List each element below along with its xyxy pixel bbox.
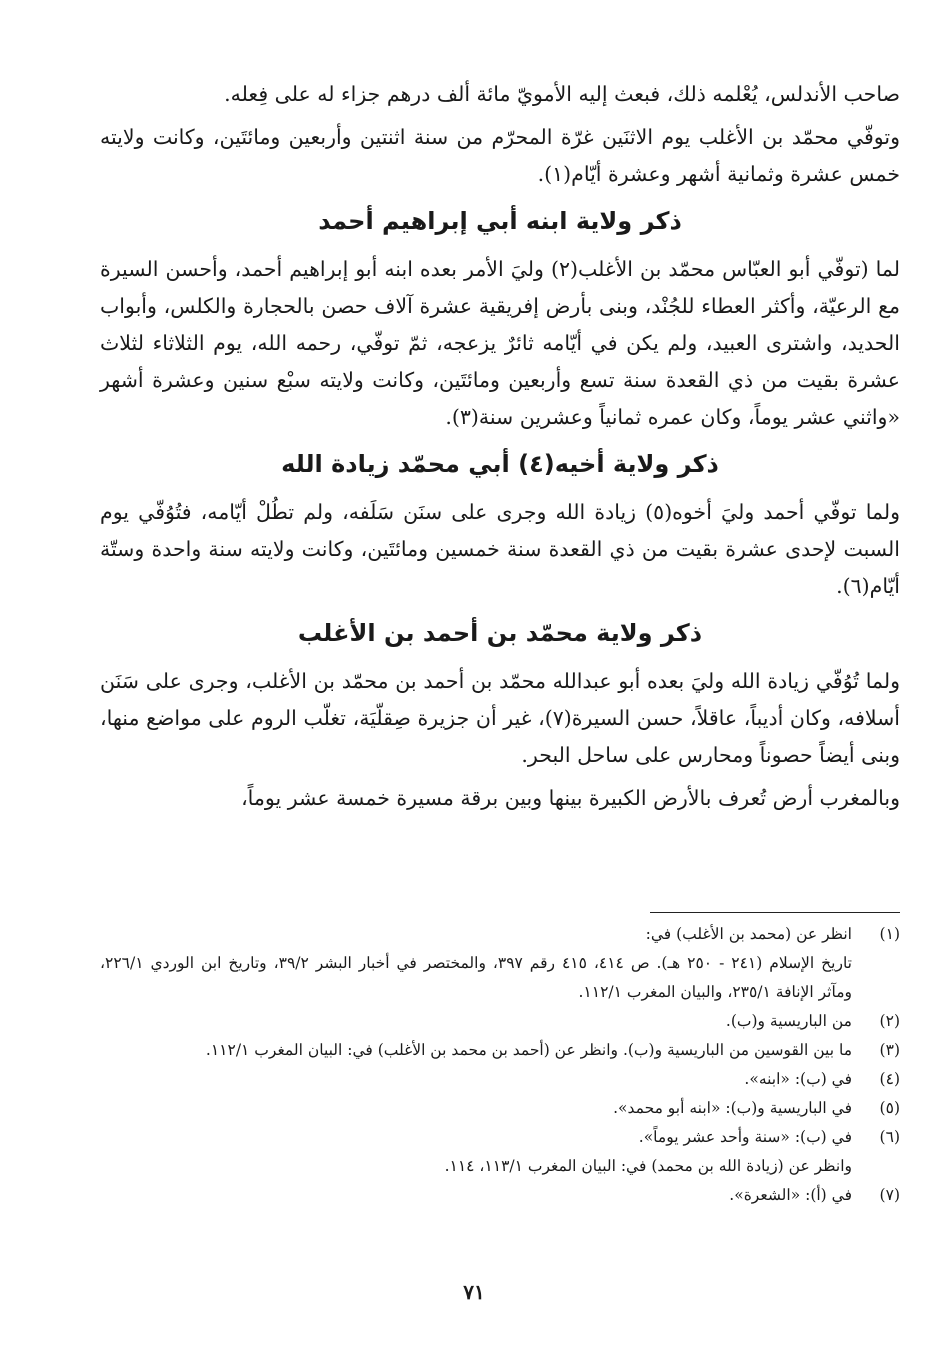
footnote-number: (١): [879, 925, 900, 943]
footnote-number: [852, 1152, 900, 1181]
footnote-number: (٣): [879, 1041, 900, 1059]
footnote: [100, 1065, 900, 1094]
section-heading: ذكر ولاية ابنه أبي إبراهيم أحمد: [318, 207, 682, 235]
paragraph: لما (توفّي أبو العبّاس محمّد بن الأغلب(٢) وليَ الأمر بعده ابنه أبو إبراهيم أحمد، وأحسن السيرة مع الرعيّة، وأكثر العطاء للجُنْد، وبنى بأرض إفريقية عشرة آلاف حصن بالحجارة والكلس، وأبواب الحديد، واشترى العبيد، ولم يكن في أيّامه ثائرٌ يزعجه، ثمّ توفّي، رحمه الله، يوم الثلاثاء لثلاث عشرة بقيت من ذي القعدة سنة تسع وأربعين ومائتَين، وكانت ولايته سبْع سنين وعشرة أشهر «واثني عشر يوماً، وكان عمره ثمانياً وعشرين سنة(٣).: [100, 257, 900, 429]
paragraph: ولما توفّي أحمد وليَ أخوه(٥) زيادة الله وجرى على سنَن سَلَفه، ولم تطُلْ أيّامه، فتُوُفّي يوم السبت لإحدى عشرة بقيت من ذي القعدة سنة خمسين ومائتَين، وكانت ولايته سنة واحدة وستّة أيّام(٦).: [100, 500, 900, 598]
footnotes: [100, 920, 900, 1210]
footnote: [100, 1123, 900, 1152]
footnote-text: وانظر عن (زيادة الله بن محمد) في: البيان المغرب ١١٣/١، ١١٤.: [444, 1157, 852, 1175]
paragraph: ولما تُوُفّي زيادة الله وليَ بعده أبو عبدالله محمّد بن أحمد بن محمّد بن الأغلب، وجرى على سَنَن أسلافه، وكان أديباً، عاقلاً، حسن السيرة(٧)، غير أن جزيرة صِقلّيَة، تغلّب الروم على مواضع منها، وبنى أيضاً حصوناً ومحارس على ساحل البحر.: [100, 669, 900, 767]
footnote: [100, 1036, 900, 1065]
footnote-number: [852, 949, 900, 1007]
paragraph: صاحب الأندلس، يُعْلمه ذلك، فبعث إليه الأمويّ مائة ألف درهم جزاء له على فِعله.: [224, 82, 900, 106]
footnote-number: (٦): [879, 1128, 900, 1146]
footnote-number: (٥): [879, 1099, 900, 1117]
footnote: [100, 1007, 900, 1036]
footnote-number: (٢): [879, 1012, 900, 1030]
main-text: [100, 70, 900, 823]
footnote-text: انظر عن (محمد بن الأغلب) في:: [645, 925, 852, 943]
footnote-text: ما بين القوسين من الباريسية و(ب). وانظر عن (أحمد بن محمد بن الأغلب) في: البيان المغرب ١١٢/١.: [205, 1041, 852, 1059]
footnote-number: (٧): [879, 1186, 900, 1204]
footnote-text: في (ب): «سنة وأحد عشر يوماً».: [638, 1128, 852, 1146]
footnote-separator: [650, 912, 900, 913]
footnote: [100, 949, 900, 1007]
footnote: [100, 1152, 900, 1181]
footnote-text: من الباريسية و(ب).: [725, 1012, 852, 1030]
paragraph: وبالمغرب أرض تُعرف بالأرض الكبيرة بينها وبين برقة مسيرة خمسة عشر يوماً،: [241, 786, 900, 810]
footnote: [100, 1094, 900, 1123]
footnote: [100, 1181, 900, 1210]
section-heading: ذكر ولاية محمّد بن أحمد بن الأغلب: [297, 619, 703, 647]
footnote: [100, 920, 900, 949]
paragraph: وتوفّي محمّد بن الأغلب يوم الاثنَين غرّة المحرّم من سنة اثنتين وأربعين ومائتَين، وكانت ولايته خمس عشرة وثمانية أشهر وعشرة أيّام(١).: [100, 125, 900, 186]
page-number: ٧١: [463, 1280, 485, 1304]
footnote-text: تاريخ الإسلام (٢٤١ - ٢٥٠ هـ). ص ٤١٤، ٤١٥ رقم ٣٩٧، والمختصر في أخبار البشر ٣٩/٢، وتاريخ ابن الوردي ٢٢٦/١، ومآثر الإنافة ٢٣٥/١، والبيان المغرب ١١٢/١.: [100, 954, 852, 1001]
section-heading: ذكر ولاية أخيه(٤) أبي محمّد زيادة الله: [281, 450, 719, 478]
footnote-number: (٤): [879, 1070, 900, 1088]
footnote-text: في (أ): «الشعرة».: [729, 1186, 852, 1204]
footnote-text: في الباريسية و(ب): «ابنه أبو محمد».: [613, 1099, 852, 1117]
footnote-text: في (ب): «ابنه».: [744, 1070, 852, 1088]
